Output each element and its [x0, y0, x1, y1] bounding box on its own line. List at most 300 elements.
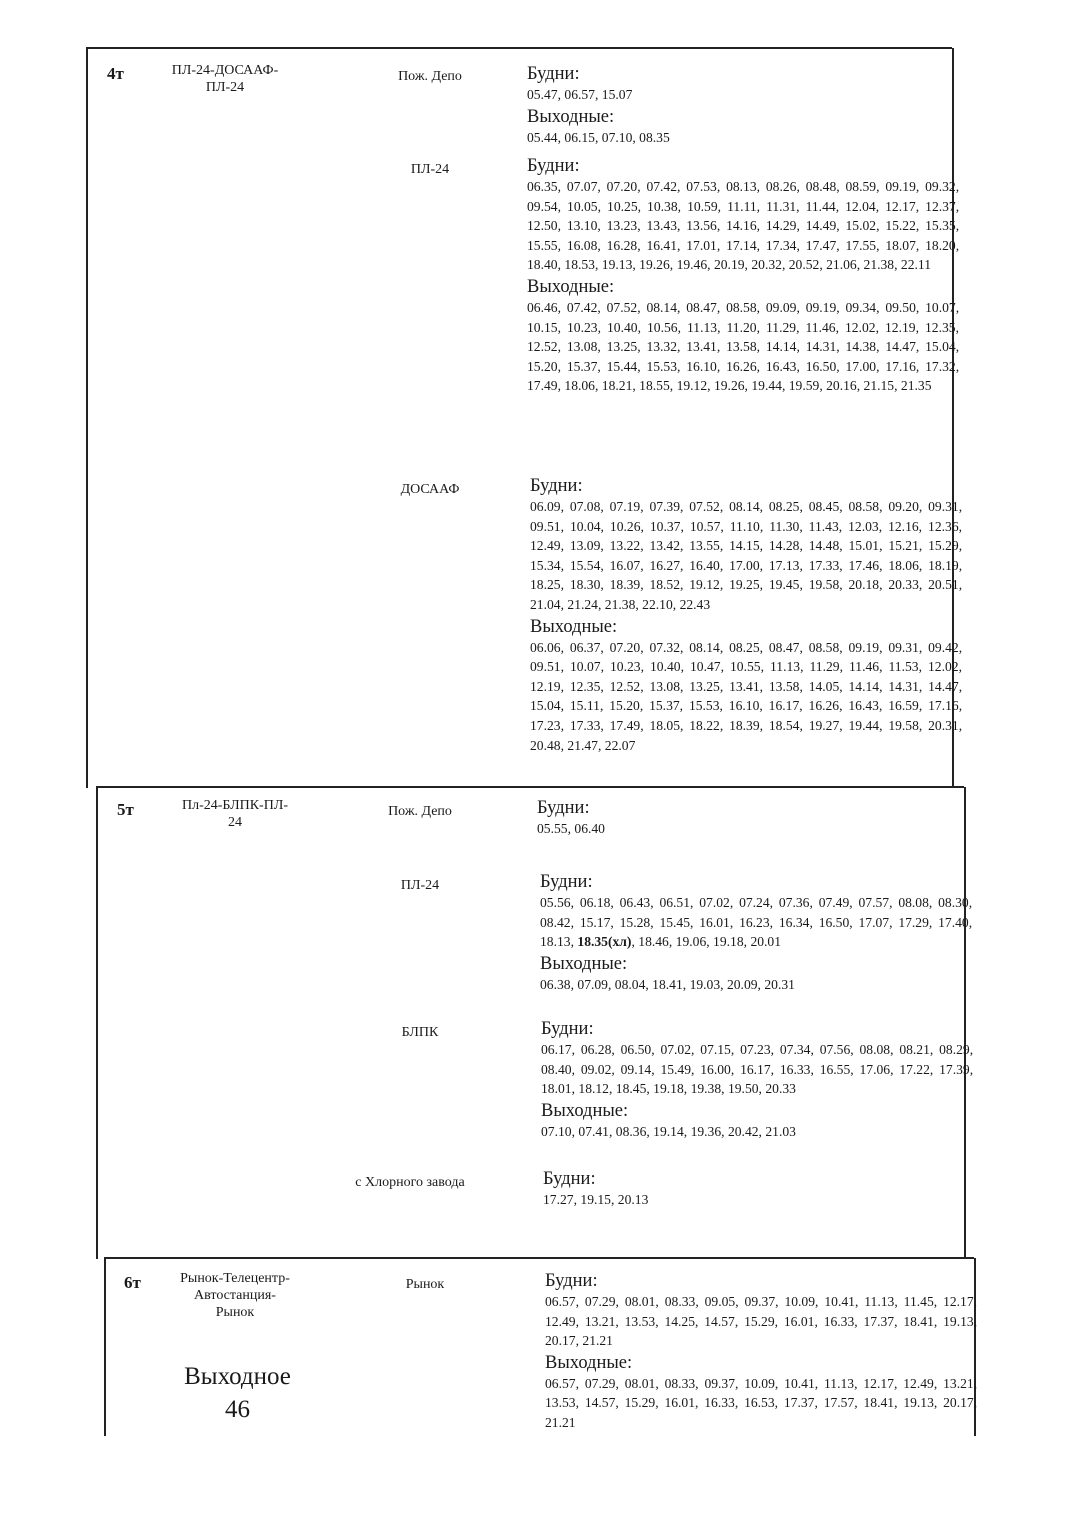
- departure-time: 09.32: [925, 179, 956, 194]
- stop-name: ДОСААФ: [400, 482, 460, 497]
- departure-time: 14.14: [765, 339, 797, 355]
- departure-times: 05.44, 06.15, 07.10, 08.35: [527, 129, 670, 145]
- departure-times: 05.47, 06.57, 15.07: [527, 87, 633, 102]
- schedule-day-label: Будни:: [530, 476, 583, 496]
- departure-time: 17.37: [783, 1395, 815, 1411]
- departure-time: 12.37: [925, 198, 956, 214]
- departure-time: 17.16: [928, 698, 959, 714]
- departure-time: 13.22: [609, 538, 641, 554]
- schedule-day-label: Выходные:: [545, 1352, 633, 1373]
- departure-time: 07.57: [858, 895, 890, 910]
- schedule-day-label: Выходные:: [527, 276, 615, 297]
- departure-time: 17.46: [848, 557, 880, 573]
- departure-time: 18.13: [540, 934, 571, 950]
- departure-time: 17.00: [845, 358, 877, 374]
- departure-time: 17.22: [899, 1061, 930, 1077]
- departure-time: 08.47: [686, 299, 717, 315]
- departure-time: 06.40: [574, 821, 605, 836]
- departure-time: 17.27: [543, 1192, 574, 1207]
- departure-time: 14.28: [768, 538, 800, 554]
- departure-time: 07.34: [779, 1042, 811, 1057]
- departure-time: 10.55: [730, 659, 761, 675]
- schedule-block: [541, 1018, 973, 1143]
- departure-time: 09.50: [885, 299, 916, 315]
- departure-time: 07.24: [739, 895, 770, 910]
- departure-time: 15.29: [744, 1313, 775, 1329]
- departure-time: 14.16: [726, 218, 757, 234]
- departure-time: 17.47: [805, 237, 837, 253]
- departure-time: 18.06: [888, 557, 919, 573]
- departure-time: 16.50: [805, 358, 837, 374]
- departure-time: 15.21: [888, 538, 919, 554]
- departure-time: 15.04: [925, 339, 956, 355]
- departure-time: 09.42: [928, 639, 959, 655]
- departure-times: 07.10, 07.41, 08.36, 19.14, 19.36, 20.42, 21.03: [541, 1123, 796, 1139]
- departure-time: 08.40: [541, 1061, 572, 1077]
- departure-time: 09.09: [765, 299, 797, 315]
- departure-time: 09.14: [620, 1061, 652, 1077]
- departure-time: 10.25: [607, 198, 638, 214]
- departure-time: 20.31: [764, 976, 795, 992]
- departure-time: 09.31: [928, 499, 959, 514]
- route-name-line: Рынок-Телецентр-: [180, 1271, 290, 1286]
- departure-time: 20.17: [943, 1395, 974, 1411]
- departure-time: 14.14: [848, 678, 880, 694]
- departure-time: 20.33: [888, 577, 919, 593]
- departure-time: 21.15: [863, 378, 895, 394]
- departure-time: 07.07: [566, 179, 598, 194]
- departure-time: 15.29: [928, 538, 959, 554]
- departure-time: 07.20: [609, 639, 641, 655]
- departure-time: 07.08: [569, 499, 601, 514]
- schedule-day-label: Будни:: [537, 798, 590, 818]
- departure-time: 09.20: [888, 499, 919, 514]
- departure-time: 16.08: [566, 237, 598, 253]
- departure-time: 21.47: [567, 737, 598, 753]
- departure-time: 19.27: [808, 717, 840, 733]
- departure-time: 21.06: [826, 257, 857, 273]
- departure-time: 15.28: [619, 914, 651, 930]
- departure-time: 15.54: [569, 557, 601, 573]
- departure-time: 10.26: [609, 518, 641, 534]
- departure-times: 06.57, 07.29, 08.01, 08.33, 09.37, 10.09, 10.41, 11.13, 12.17, 12.49, 13.21, 13.53, 14.57, 15.29, 16.01, 16.33, 16.53, 17.37, 17.57, 18.41, 19.13, 20.17, 21.21: [545, 1375, 978, 1430]
- departure-time: 22.07: [604, 737, 636, 753]
- departure-time: 17.01: [686, 237, 717, 253]
- stop-name: Пож. Депо: [388, 804, 452, 819]
- schedule-block: [527, 155, 959, 398]
- departure-time: 13.10: [566, 218, 598, 234]
- departure-time: 13.21: [584, 1313, 616, 1329]
- departure-time: 18.05: [649, 717, 681, 733]
- departure-time: 17.34: [765, 237, 797, 253]
- departure-time: 11.46: [849, 659, 880, 675]
- departure-time: 22.43: [679, 596, 711, 612]
- departure-time: 05.44: [527, 129, 558, 145]
- departure-time: 12.17: [943, 1294, 974, 1309]
- departure-time: 09.19: [848, 639, 880, 655]
- departure-time: 08.29: [939, 1042, 970, 1057]
- route-name-line: ПЛ-24-ДОСААФ-: [171, 63, 279, 78]
- departure-time: 10.40: [607, 319, 638, 335]
- departure-time: 18.39: [729, 717, 760, 733]
- departure-time: 20.51: [928, 577, 959, 593]
- departure-time: 07.10: [601, 129, 633, 145]
- departure-time: 06.46: [527, 299, 558, 315]
- departure-time: 06.43: [619, 895, 651, 910]
- route-name-line: Автостанция-: [194, 1288, 276, 1303]
- departure-time: 16.59: [888, 698, 919, 714]
- departure-time: 17.37: [863, 1313, 895, 1329]
- departure-time: 10.05: [567, 198, 598, 214]
- departure-time: 11.13: [824, 1375, 855, 1391]
- departure-time: 08.47: [768, 639, 800, 655]
- day-off-label: Выходное: [184, 1363, 291, 1390]
- departure-time: 16.53: [744, 1395, 775, 1411]
- departure-time: 15.44: [606, 358, 638, 374]
- departure-time: 07.09: [577, 976, 608, 992]
- departure-time: 05.47: [527, 87, 558, 102]
- departure-time: 17.29: [898, 914, 929, 930]
- departure-time: 10.07: [570, 659, 601, 675]
- departure-time: 17.55: [845, 237, 877, 253]
- departure-time: 15.37: [566, 358, 598, 374]
- departure-time: 10.40: [650, 659, 681, 675]
- departure-time: 08.14: [729, 499, 760, 514]
- day-off-note: [150, 1360, 325, 1426]
- route-name-line: Рынок: [215, 1305, 255, 1320]
- departure-time: 12.03: [848, 518, 879, 534]
- departure-time: 07.42: [646, 179, 678, 194]
- departure-time: 21.38: [604, 596, 636, 612]
- departure-time: 11.10: [729, 518, 760, 534]
- departure-time: 12.35: [569, 678, 601, 694]
- departure-time: 14.47: [885, 339, 916, 355]
- departure-time: 17.49: [609, 717, 641, 733]
- departure-time: 08.04: [614, 976, 646, 992]
- departure-time: 18.39: [609, 577, 641, 593]
- departure-time: 10.38: [647, 198, 678, 214]
- schedule-day-label: Будни:: [527, 156, 580, 176]
- departure-time: 16.01: [783, 1313, 815, 1329]
- departure-time: 22.11: [900, 257, 931, 273]
- departure-time: 20.52: [788, 257, 820, 273]
- departure-time: 14.48: [808, 538, 840, 554]
- departure-time: 09.51: [530, 659, 561, 675]
- departure-time: 20.13: [617, 1192, 649, 1207]
- departure-time: 12.02: [845, 319, 876, 335]
- departure-time: 10.09: [744, 1375, 775, 1391]
- departure-time: 18.01: [541, 1081, 572, 1097]
- departure-time: 12.52: [609, 678, 641, 694]
- departure-time: 08.59: [845, 179, 877, 194]
- departure-time: 12.49: [903, 1375, 934, 1391]
- departure-time: 19.58: [808, 577, 840, 593]
- departure-time: 19.18: [653, 1081, 684, 1097]
- departure-time: 21.21: [582, 1333, 613, 1349]
- departure-time: 20.48: [530, 737, 561, 753]
- departure-time: 16.10: [728, 698, 760, 714]
- departure-time: 08.58: [808, 639, 840, 655]
- departure-time: 08.36: [615, 1123, 647, 1139]
- departure-time: 15.20: [527, 358, 558, 374]
- departure-time: 11.13: [864, 1294, 895, 1309]
- departure-time: 14.05: [808, 678, 840, 694]
- departure-time: 18.41: [652, 976, 683, 992]
- departure-time: 16.07: [609, 557, 641, 573]
- departure-time: 18.41: [903, 1313, 934, 1329]
- departure-time: 14.31: [805, 339, 837, 355]
- departure-time: 18.25: [530, 577, 561, 593]
- departure-time: 16.26: [808, 698, 840, 714]
- departure-time: 19.58: [888, 717, 919, 733]
- departure-time: 17.23: [530, 717, 561, 733]
- departure-time: 07.53: [686, 179, 717, 194]
- departure-time: 20.42: [727, 1123, 759, 1139]
- stop-name: с Хлорного завода: [355, 1175, 465, 1190]
- departure-time: 13.56: [686, 218, 717, 234]
- departure-time: 15.17: [579, 914, 611, 930]
- departure-time: 13.21: [943, 1375, 974, 1391]
- stop-name: Пож. Депо: [398, 69, 462, 84]
- departure-time: 20.17: [545, 1333, 576, 1349]
- schedule-block: [530, 475, 962, 757]
- departure-time: 13.23: [606, 218, 638, 234]
- departure-time: 18.35(хл): [577, 934, 632, 950]
- page-number: 46: [225, 1396, 250, 1423]
- departure-time: 08.25: [729, 639, 760, 655]
- departure-time: 18.54: [768, 717, 800, 733]
- departure-time: 16.43: [765, 358, 797, 374]
- departure-time: 07.41: [578, 1123, 609, 1139]
- departure-time: 18.06: [564, 378, 595, 394]
- departure-time: 18.07: [885, 237, 916, 253]
- schedule-block: [540, 871, 972, 996]
- departure-time: 10.23: [610, 659, 641, 675]
- departure-time: 11.13: [687, 319, 718, 335]
- departure-time: 19.13: [601, 257, 633, 273]
- departure-time: 15.37: [649, 698, 680, 714]
- departure-time: 19.12: [676, 378, 708, 394]
- departure-time: 19.59: [788, 378, 820, 394]
- stop-name: ПЛ-24: [410, 162, 450, 177]
- departure-time: 14.38: [845, 339, 877, 355]
- departure-time: 19.03: [689, 976, 721, 992]
- departure-time: 07.39: [649, 499, 681, 514]
- schedule-block: [527, 63, 959, 149]
- schedule-block: [545, 1270, 977, 1435]
- departure-time: 16.17: [740, 1061, 771, 1077]
- departure-time: 20.09: [726, 976, 758, 992]
- departure-time: 19.13: [903, 1395, 934, 1411]
- departure-time: 08.01: [624, 1375, 656, 1391]
- schedule-day-label: Будни:: [527, 64, 580, 84]
- departure-time: 07.19: [609, 499, 641, 514]
- departure-time: 14.31: [888, 678, 919, 694]
- schedule-block: [537, 797, 969, 841]
- schedule-day-label: Выходные:: [541, 1100, 629, 1121]
- departure-time: 18.30: [569, 577, 601, 593]
- departure-time: 13.25: [689, 678, 720, 694]
- departure-time: 16.00: [700, 1061, 731, 1077]
- departure-time: 19.26: [713, 378, 745, 394]
- departure-time: 20.19: [713, 257, 745, 273]
- departure-time: 06.28: [580, 1042, 612, 1057]
- departure-time: 06.51: [659, 895, 691, 910]
- departure-time: 07.29: [584, 1294, 616, 1309]
- departure-time: 07.10: [541, 1123, 572, 1139]
- departure-time: 18.21: [601, 378, 633, 394]
- departure-time: 15.04: [530, 698, 561, 714]
- departure-time: 07.52: [606, 299, 638, 315]
- departure-time: 07.32: [649, 639, 681, 655]
- departure-time: 12.19: [885, 319, 916, 335]
- departure-time: 07.23: [740, 1042, 771, 1057]
- departure-time: 08.14: [689, 639, 720, 655]
- departure-time: 08.58: [848, 499, 880, 514]
- departure-time: 10.23: [567, 319, 598, 335]
- departure-time: 18.52: [649, 577, 681, 593]
- departure-time: 07.49: [818, 895, 850, 910]
- departure-time: 07.56: [819, 1042, 851, 1057]
- departure-time: 19.06: [675, 934, 707, 950]
- schedule-day-label: Будни:: [541, 1019, 594, 1039]
- departure-time: 09.34: [845, 299, 877, 315]
- departure-time: 12.49: [545, 1313, 576, 1329]
- departure-time: 06.38: [540, 976, 571, 992]
- route-number: 5т: [117, 800, 134, 819]
- departure-time: 17.40: [938, 914, 969, 930]
- departure-time: 08.33: [664, 1375, 696, 1391]
- departure-time: 18.41: [863, 1395, 895, 1411]
- departure-time: 15.53: [688, 698, 720, 714]
- departure-time: 10.41: [824, 1294, 855, 1309]
- departure-time: 17.33: [569, 717, 601, 733]
- departure-time: 12.04: [845, 198, 876, 214]
- departure-time: 19.50: [727, 1081, 759, 1097]
- departure-time: 13.42: [649, 538, 681, 554]
- departure-time: 11.43: [808, 518, 839, 534]
- departure-time: 08.58: [726, 299, 757, 315]
- departure-time: 11.44: [805, 198, 836, 214]
- departure-time: 08.45: [808, 499, 840, 514]
- departure-time: 13.09: [569, 538, 601, 554]
- stop-name: БЛПК: [401, 1025, 439, 1040]
- departure-time: 11.46: [805, 319, 836, 335]
- departure-time: 15.29: [624, 1395, 656, 1411]
- departure-times: 06.57, 07.29, 08.01, 08.33, 09.05, 09.37, 10.09, 10.41, 11.13, 11.45, 12.17, 12.49, 13.21, 13.53, 14.25, 14.57, 15.29, 16.01, 16.33, 17.37, 18.41, 19.13, 20.17, 21.21: [545, 1294, 978, 1349]
- departure-time: 17.32: [925, 358, 956, 374]
- departure-time: 05.55: [537, 821, 568, 836]
- departure-times: 06.46, 07.42, 07.52, 08.14, 08.47, 08.58, 09.09, 09.19, 09.34, 09.50, 10.07, 10.15, 10.23, 10.40, 10.56, 11.13, 11.20, 11.29, 11.46, 12.02, 12.19, 12.35, 12.52, 13.08, 13.25, 13.32, 13.41, 13.58, 14.14, 14.31, 14.38, 14.47, 15.04, 15.20, 15.37, 15.44, 15.53, 16.10, 16.26, 16.43, 16.50, 17.00, 17.16, 17.32, 17.49, 18.06, 18.21, 18.55, 19.12, 19.26, 19.44, 19.59, 20.16, 21.15, 21.35: [527, 299, 960, 394]
- departure-time: 10.59: [687, 198, 718, 214]
- departure-time: 14.57: [704, 1313, 735, 1329]
- departure-time: 15.53: [646, 358, 678, 374]
- departure-time: 19.45: [768, 577, 800, 593]
- departure-time: 06.35: [527, 179, 558, 194]
- departure-time: 18.53: [564, 257, 595, 273]
- departure-time: 06.18: [579, 895, 611, 910]
- departure-time: 21.35: [900, 378, 932, 394]
- departure-time: 15.35: [925, 218, 956, 234]
- departure-time: 20.18: [848, 577, 880, 593]
- departure-time: 18.46: [638, 934, 669, 950]
- departure-time: 21.24: [567, 596, 598, 612]
- departure-time: 06.57: [545, 1375, 576, 1391]
- departure-time: 12.17: [885, 198, 916, 214]
- departure-time: 19.12: [689, 577, 720, 593]
- departure-times: 05.56, 06.18, 06.43, 06.51, 07.02, 07.24, 07.36, 07.49, 07.57, 08.08, 08.30, 08.42, 15.17, 15.28, 15.45, 16.01, 16.23, 16.34, 16.50, 17.07, 17.29, 17.40, 18.13, 18.35(хл), 18.46, 19.06, 19.18, 20.01: [540, 895, 973, 950]
- departure-time: 09.31: [888, 639, 919, 655]
- departure-time: 06.37: [569, 639, 601, 655]
- departure-time: 19.46: [676, 257, 708, 273]
- departure-time: 13.55: [689, 538, 720, 554]
- schedule-day-label: Будни:: [540, 872, 593, 892]
- departure-time: 09.05: [704, 1294, 736, 1309]
- departure-time: 06.57: [545, 1294, 576, 1309]
- departure-time: 08.08: [859, 1042, 891, 1057]
- departure-time: 17.49: [527, 378, 558, 394]
- departure-time: 11.45: [903, 1294, 934, 1309]
- departure-time: 14.25: [664, 1313, 696, 1329]
- departure-time: 15.45: [659, 914, 691, 930]
- departure-time: 11.31: [766, 198, 797, 214]
- departure-time: 07.42: [566, 299, 598, 315]
- departure-time: 18.40: [527, 257, 558, 273]
- row-divider: [96, 786, 964, 788]
- schedule-day-label: Будни:: [545, 1271, 598, 1291]
- departure-time: 08.01: [624, 1294, 656, 1309]
- departure-time: 21.04: [530, 596, 561, 612]
- departure-time: 16.27: [649, 557, 681, 573]
- departure-time: 16.55: [819, 1061, 851, 1077]
- schedule-block: [543, 1168, 975, 1212]
- departure-time: 17.39: [939, 1061, 970, 1077]
- departure-time: 07.29: [584, 1375, 616, 1391]
- departure-time: 08.21: [899, 1042, 930, 1057]
- departure-time: 10.07: [925, 299, 956, 315]
- departure-time: 11.30: [769, 518, 800, 534]
- departure-time: 16.10: [686, 358, 717, 374]
- departure-time: 07.02: [660, 1042, 692, 1057]
- route-name: [160, 797, 310, 831]
- departure-time: 09.54: [527, 198, 558, 214]
- departure-time: 13.43: [646, 218, 678, 234]
- departure-time: 17.07: [858, 914, 890, 930]
- departure-time: 08.42: [540, 914, 571, 930]
- departure-time: 17.33: [808, 557, 840, 573]
- departure-time: 14.49: [805, 218, 837, 234]
- departure-time: 12.50: [527, 218, 558, 234]
- departure-time: 17.13: [768, 557, 800, 573]
- departure-time: 08.08: [898, 895, 929, 910]
- departure-time: 14.29: [765, 218, 797, 234]
- departure-time: 18.20: [925, 237, 956, 253]
- departure-time: 08.30: [938, 895, 969, 910]
- departure-time: 07.02: [699, 895, 730, 910]
- departure-time: 07.52: [689, 499, 720, 514]
- departure-time: 06.50: [620, 1042, 652, 1057]
- departure-time: 19.15: [580, 1192, 611, 1207]
- departure-time: 19.26: [639, 257, 670, 273]
- departure-time: 15.02: [845, 218, 877, 234]
- departure-time: 16.33: [823, 1313, 855, 1329]
- departure-time: 08.14: [646, 299, 678, 315]
- departure-time: 18.22: [689, 717, 720, 733]
- departure-time: 16.28: [606, 237, 638, 253]
- departure-time: 16.34: [778, 914, 810, 930]
- departure-time: 11.20: [726, 319, 757, 335]
- departure-time: 19.13: [943, 1313, 974, 1329]
